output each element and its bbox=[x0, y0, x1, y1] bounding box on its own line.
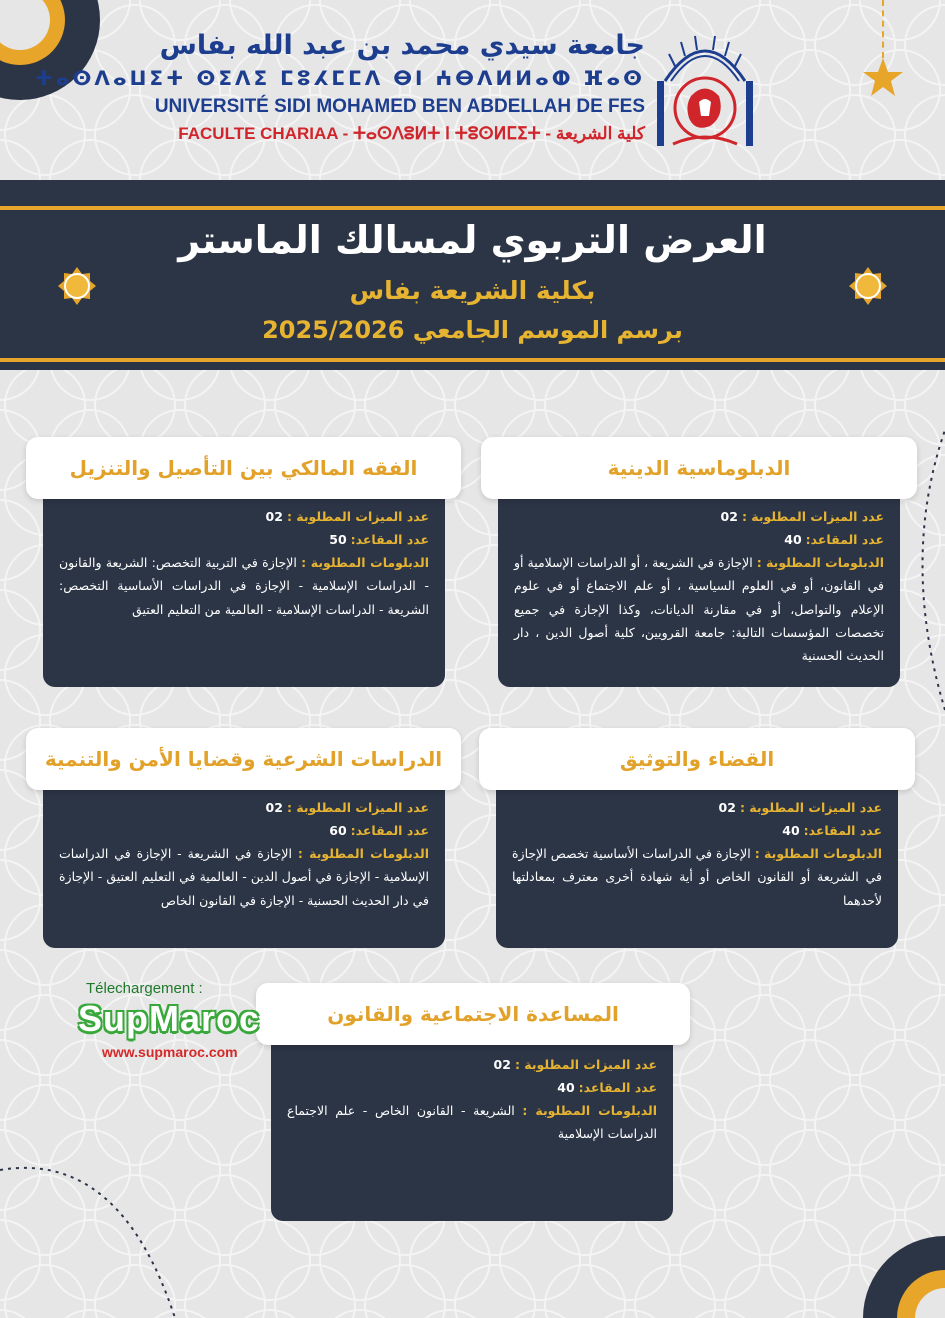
seats-value: 40 bbox=[557, 1080, 575, 1096]
title-banner bbox=[0, 180, 945, 370]
modules-value: 02 bbox=[493, 1057, 511, 1072]
diplomas-label: الدبلومات المطلوبة : bbox=[297, 846, 429, 862]
seats-label: عدد المقاعد: bbox=[805, 532, 884, 548]
modules-value: 02 bbox=[265, 509, 283, 524]
program-title: الدراسات الشرعية وقضايا الأمن والتنمية bbox=[26, 728, 461, 790]
program-card-body bbox=[496, 788, 898, 948]
faculty-name: FACULTE CHARIAA - ⵜⴰⵙⴷⵓⵍⵜ ⵏ ⵜⵓⵙⵍⵎⵉⵜ - كلية الشريعة bbox=[178, 124, 645, 143]
banner-gold-line-top bbox=[0, 206, 945, 210]
diplomas-text: الإجازة في التربية التخصص: الشريعة والقانون - الدراسات الإسلامية - الإجازة في الدراسات الأساسية التخصص: الشريعة - الدراسات الإسلامية - العالمية من التعليم العتيق bbox=[59, 555, 429, 617]
program-title: الفقه المالكي بين التأصيل والتنزيل bbox=[26, 437, 461, 499]
diplomas-label: الدبلومات المطلوبة : bbox=[756, 555, 884, 571]
modules-value: 02 bbox=[265, 800, 283, 815]
program-title: الدبلوماسية الدينية bbox=[481, 437, 917, 499]
star-string bbox=[882, 0, 884, 58]
modules-label: عدد الميزات المطلوبة : bbox=[286, 509, 429, 524]
diplomas-text: الإجازة في الدراسات الأساسية تخصص الإجازة في الشريعة أو القانون الخاص أو أية شهادة أخرى معترف بمعادلتها لأحدهما bbox=[512, 846, 882, 908]
supmaroc-url[interactable]: www.supmaroc.com bbox=[102, 1044, 238, 1060]
seats-value: 50 bbox=[329, 532, 347, 548]
download-label: Télechargement : bbox=[86, 980, 203, 997]
academic-season: برسم الموسم الجامعي 2025/2026 bbox=[262, 316, 683, 344]
page-title: العرض التربوي لمسالك الماستر bbox=[178, 218, 767, 262]
modules-value: 02 bbox=[718, 800, 736, 815]
program-card-body bbox=[271, 1045, 673, 1221]
diplomas-text: الشريعة - القانون الخاص - علم الاجتماع الدراسات الإسلامية bbox=[287, 1103, 657, 1142]
diplomas-label: الدبلومات المطلوبة : bbox=[522, 1103, 658, 1119]
seats-label: عدد المقاعد: bbox=[350, 823, 429, 839]
program-title: القضاء والتوثيق bbox=[479, 728, 915, 790]
modules-value: 02 bbox=[720, 509, 738, 524]
diplomas-text: الإجازة في الشريعة ، أو الدراسات الإسلامية أو في القانون، أو في العلوم السياسية ، أو علم الاجتماع أو في علوم الإعلام والتواصل، أو في مقارنة الديانات، وكذا الإجازة في جميع تخصصات المؤسسات التالية: جامعة القرويين، كلية أصول الدين ، دار الحديث الحسنية bbox=[514, 555, 884, 663]
program-card-body bbox=[43, 788, 445, 948]
program-title: المساعدة الاجتماعية والقانون bbox=[256, 983, 690, 1045]
banner-gold-line-bottom bbox=[0, 358, 945, 362]
seats-value: 40 bbox=[784, 532, 802, 548]
corner-ornament-bottom-right bbox=[845, 1218, 945, 1318]
modules-label: عدد الميزات المطلوبة : bbox=[739, 800, 882, 815]
university-name-tifinagh: ⵜⴰⵙⴷⴰⵡⵉⵜ ⵙⵉⴷⵉ ⵎⵓⵃⵎⵎⴷ ⴱⵏ ⵄⴱⴷⵍⵍⴰⵀ ⴼⴰⵙ bbox=[35, 66, 645, 90]
seats-label: عدد المقاعد: bbox=[350, 532, 429, 548]
modules-label: عدد الميزات المطلوبة : bbox=[286, 800, 429, 815]
seats-label: عدد المقاعد: bbox=[578, 1080, 657, 1096]
diplomas-text: الإجازة في الشريعة - الإجازة في الدراسات الإسلامية - الإجازة في أصول الدين - العالمية في التعليم العتيق - الإجازة في دار الحديث الحسنية - الإجازة في القانون الخاص bbox=[59, 846, 429, 908]
program-card-body bbox=[498, 497, 900, 687]
university-name-french: UNIVERSITÉ SIDI MOHAMED BEN ABDELLAH DE FES bbox=[154, 96, 645, 117]
page-subtitle: بكلية الشريعة بفاس bbox=[349, 276, 596, 305]
supmaroc-watermark bbox=[78, 980, 288, 1065]
university-logo bbox=[655, 26, 755, 151]
modules-label: عدد الميزات المطلوبة : bbox=[514, 1057, 657, 1072]
star-icon bbox=[862, 56, 904, 98]
modules-label: عدد الميزات المطلوبة : bbox=[741, 509, 884, 524]
seats-value: 40 bbox=[782, 823, 800, 839]
program-card-body bbox=[43, 497, 445, 687]
diplomas-label: الدبلومات المطلوبة : bbox=[754, 846, 882, 862]
seats-label: عدد المقاعد: bbox=[803, 823, 882, 839]
seats-value: 60 bbox=[329, 823, 347, 839]
diplomas-label: الدبلومات المطلوبة : bbox=[301, 555, 429, 571]
supmaroc-logo: SupMaroc bbox=[78, 998, 261, 1039]
university-name-arabic: جامعة سيدي محمد بن عبد الله بفاس bbox=[159, 30, 645, 61]
header bbox=[0, 0, 945, 170]
